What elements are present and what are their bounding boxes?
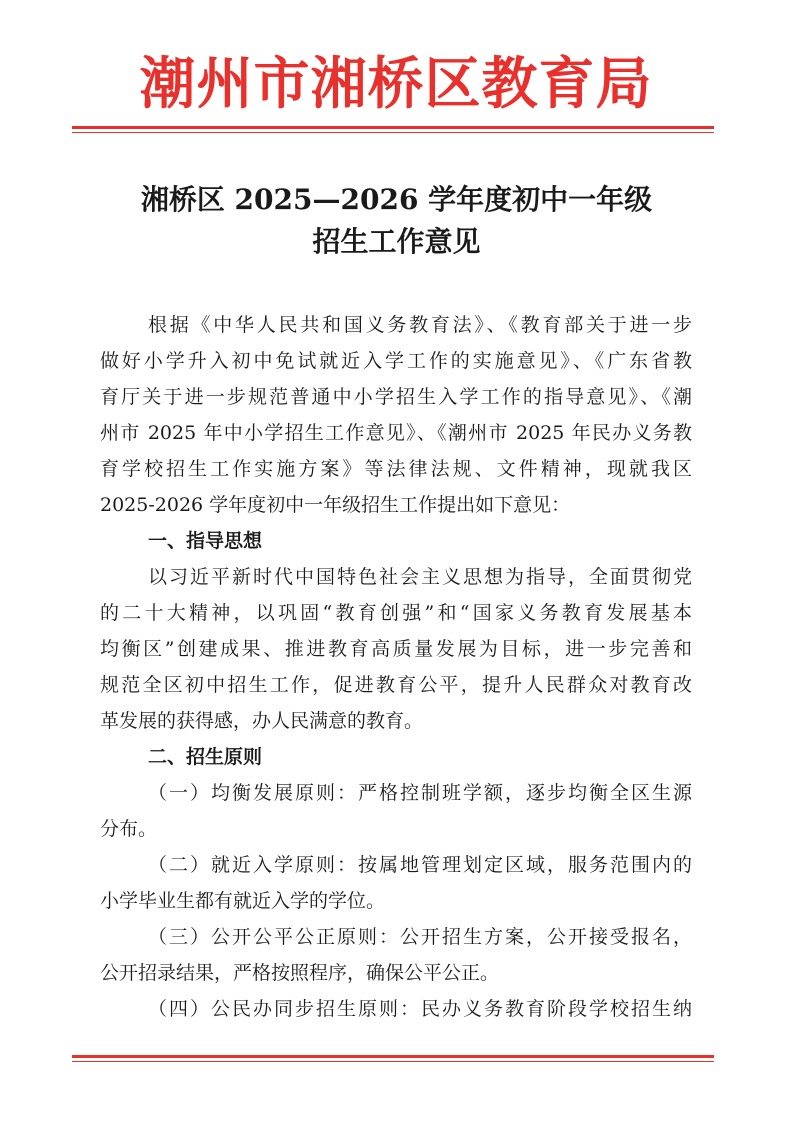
section-heading-guiding-ideology: 一、指导思想 (148, 530, 263, 552)
document-title-line2: 招生工作意见 (312, 225, 481, 258)
principle-item-1-cont: 分布。 (100, 818, 158, 840)
principle-item-3-cont: 公开招录结果，严格按照程序，确保公平公正。 (100, 962, 500, 984)
intro-line: 做好小学升入初中免试就近入学工作的实施意见》、《广东省教 (100, 350, 692, 372)
section-heading-enrollment-principles: 二、招生原则 (148, 746, 263, 768)
intro-line: 2025-2026 学年度初中一年级招生工作提出如下意见： (100, 494, 571, 516)
letterhead-rule-thick (72, 126, 714, 129)
footer-rule-thick (72, 1055, 714, 1058)
letterhead-rule-thin (72, 132, 714, 133)
section1-line: 均衡区”创建成果、推进教育高质量发展为目标，进一步完善和 (100, 638, 692, 660)
intro-line: 根据《中华人民共和国义务教育法》、《教育部关于进一步 (148, 314, 692, 336)
principle-item-1: （一）均衡发展原则：严格控制班学额，逐步均衡全区生源 (148, 782, 692, 804)
section1-line: 以习近平新时代中国特色社会主义思想为指导，全面贯彻党 (148, 566, 692, 588)
section1-line: 的二十大精神，以巩固“教育创强”和“国家义务教育发展基本 (100, 602, 692, 624)
principle-item-3: （三）公开公平公正原则：公开招生方案，公开接受报名， (148, 926, 692, 948)
intro-line: 育厅关于进一步规范普通中小学招生入学工作的指导意见》、《潮 (100, 386, 692, 408)
intro-line: 州市 2025 年中小学招生工作意见》、《潮州市 2025 年民办义务教 (100, 422, 692, 444)
letterhead-title: 潮州市湘桥区教育局 (139, 51, 653, 117)
intro-line: 育学校招生工作实施方案》等法律法规、文件精神，现就我区 (100, 458, 692, 480)
principle-item-2-cont: 小学毕业生都有就近入学的学位。 (100, 890, 386, 912)
section1-line: 革发展的获得感，办人民满意的教育。 (100, 710, 424, 732)
footer-rule-thin (72, 1061, 714, 1062)
section1-line: 规范全区初中招生工作，促进教育公平，提升人民群众对教育改 (100, 674, 692, 696)
principle-item-2: （二）就近入学原则：按属地管理划定区域，服务范围内的 (148, 854, 692, 876)
document-title-line1: 湘桥区 2025—2026 学年度初中一年级 (140, 183, 653, 216)
principle-item-4: （四）公民办同步招生原则：民办义务教育阶段学校招生纳 (148, 998, 692, 1020)
